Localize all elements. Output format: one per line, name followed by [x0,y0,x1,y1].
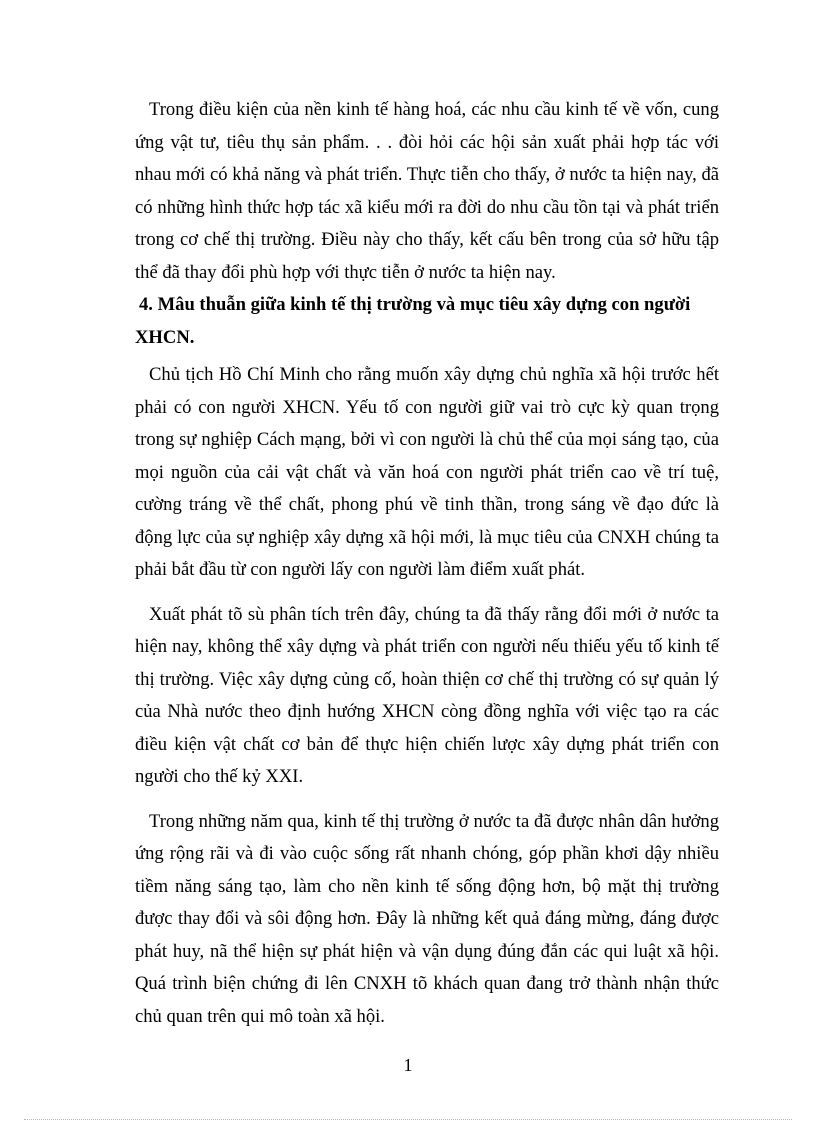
paragraph-cooperative-economy: Trong điều kiện của nền kinh tế hàng hoá, các nhu cầu kinh tế về vốn, cung ứng vật tư, tiêu thụ sản phẩm. . . đòi hỏi các hội sản xuất phải hợp tác với nhau mới có khả năng và phát triển. Thực tiễn cho thấy, ở nước ta hiện nay, đã có những hình thức hợp tác xã kiểu mới ra đời do nhu cầu tồn tại và phát triển trong cơ chế thị trường. Điều này cho thấy, kết cấu bên trong của sở hữu tập thể đã thay đổi phù hợp với thực tiễn ở nước ta hiện nay. [135,99,719,283]
paragraph-ho-chi-minh: Chủ tịch Hồ Chí Minh cho rằng muốn xây dựng chủ nghĩa xã hội trước hết phải có con người XHCN. Yếu tố con người giữ vai trò cực kỳ quan trọng trong sự nghiệp Cách mạng, bởi vì con người là chủ thể của mọi sáng tạo, của mọi nguồn của cải vật chất và văn hoá con người phát triển cao về trí tuệ, cường tráng về thể chất, phong phú về tinh thần, trong sáng về đạo đức là động lực của sự nghiệp xây dựng xã hội mới, là mục tiêu của CNXH chúng ta phải bắt đầu từ con người lấy con người làm điểm xuất phát. [135,364,719,580]
page-content [135,94,719,1033]
paragraph-recent-years: Trong những năm qua, kinh tế thị trường ở nước ta đã được nhân dân hưởng ứng rộng rãi và đi vào cuộc sống rất nhanh chóng, góp phần khơi dậy nhiều tiềm năng sáng tạo, làm cho nền kinh tế sống động hơn, bộ mặt thị trường được thay đổi và sôi động hơn. Đây là những kết quả đáng mừng, đáng được phát huy, nã thể hiện sự phát hiện và vận dụng đúng đắn các qui luật xã hội. Quá trình biện chứng đi lên CNXH tõ khách quan đang trở thành nhận thức chủ quan trên qui mô toàn xã hội. [135,810,719,1027]
page-number: 1 [403,1055,413,1075]
page-bottom-divider [24,1119,792,1120]
section-heading: 4. Mâu thuẫn giữa kinh tế thị trường và mục tiêu xây dựng con người XHCN. [135,294,691,348]
paragraph-market-economy-analysis: Xuất phát tõ sù phân tích trên đây, chúng ta đã thấy rằng đổi mới ở nước ta hiện nay, không thể xây dựng và phát triển con người nếu thiếu yếu tố kinh tế thị trường. Việc xây dựng củng cố, hoàn thiện cơ chế thị trường có sự quản lý của Nhà nước theo định hướng XHCN còng đồng nghĩa với việc tạo ra các điều kiện vật chất cơ bản để thực hiện chiến lược xây dựng phát triển con người cho thế kỷ XXI. [135,603,719,787]
